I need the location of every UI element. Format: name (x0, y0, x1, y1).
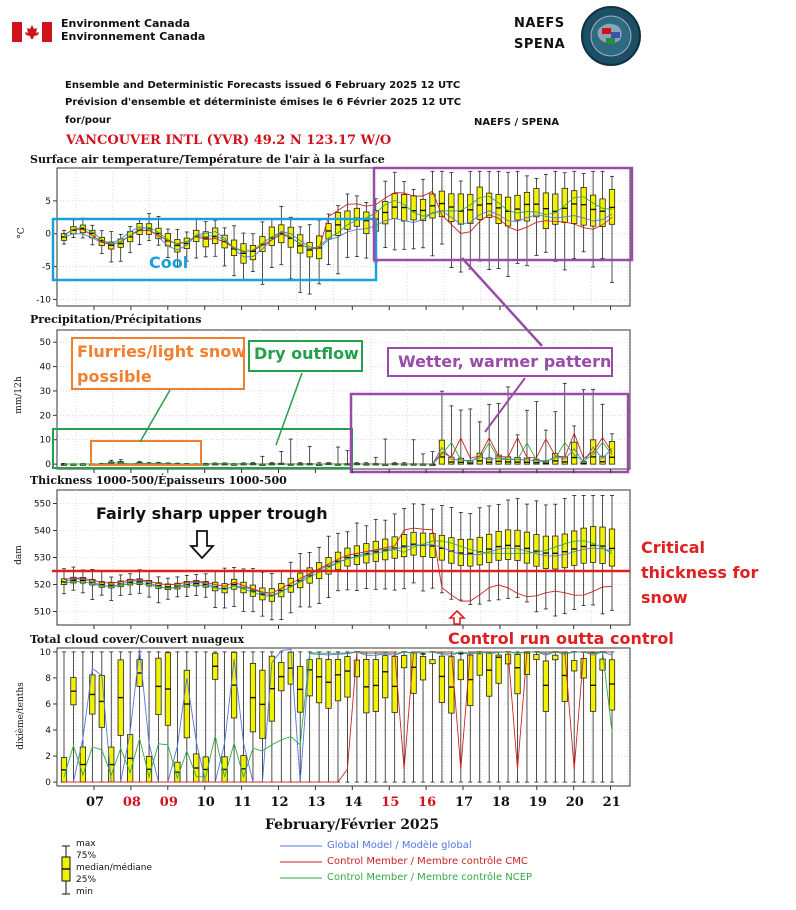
legend-75: 75% (76, 851, 97, 861)
boxplot-legend-icon (58, 842, 74, 898)
y-tick-label: 4 (45, 726, 51, 737)
box (458, 660, 463, 680)
box (543, 661, 548, 711)
box (515, 654, 520, 693)
box (326, 660, 331, 709)
box (553, 194, 558, 224)
anno-wetter: Wetter, warmer pattern (398, 352, 612, 371)
box (572, 660, 577, 670)
box (590, 195, 595, 226)
issued-line-en: Ensemble and Deterministic Forecasts issued 6 February 2025 12 UTC (65, 80, 461, 91)
box (383, 656, 388, 698)
precip-ylabel: mm/12h (14, 376, 24, 414)
thick-panel-title: Thickness 1000-500/Épaisseurs 1000-500 (30, 474, 287, 487)
box (449, 657, 454, 713)
x-tick-label: 14 (344, 795, 363, 810)
box (524, 458, 529, 464)
naefs-spena-label: NAEFS / SPENA (474, 117, 560, 128)
y-tick-label: 50 (39, 338, 51, 349)
box (468, 194, 473, 223)
box (543, 536, 548, 568)
x-tick-label: 09 (159, 795, 178, 810)
box (392, 656, 397, 712)
box (505, 530, 510, 560)
box (439, 656, 444, 702)
box (449, 457, 454, 464)
x-tick-label: 20 (565, 795, 584, 810)
legend-25: 25% (76, 875, 97, 885)
box (553, 536, 558, 569)
box (609, 660, 614, 710)
temp-ylabel: °C (17, 227, 27, 239)
issued-line-fr: Prévision d'ensemble et déterministe émises le 6 Février 2025 12 UTC (65, 97, 462, 108)
box (524, 532, 529, 563)
box (543, 193, 548, 229)
for-pour: for/pour (65, 115, 111, 126)
anno-cool: Cool (149, 253, 189, 272)
y-tick-label: 6 (45, 699, 51, 710)
station-title: VANCOUVER INTL (YVR) 49.2 N 123.17 W/O (66, 133, 392, 148)
legend-min: min (76, 887, 93, 897)
x-tick-label: 18 (491, 795, 510, 810)
legend-global: Global Model / Modèle global (327, 840, 472, 851)
box (411, 196, 416, 220)
box (496, 194, 501, 223)
box (572, 531, 577, 565)
anno-flurries-1: Flurries/light snow (77, 342, 247, 361)
y-tick-label: 40 (39, 362, 51, 373)
box (581, 187, 586, 225)
box (364, 212, 369, 234)
x-tick-label: 13 (307, 795, 326, 810)
box (581, 528, 586, 563)
series-legend-lines (280, 840, 326, 890)
y-tick-label: -10 (36, 295, 51, 306)
x-tick-label: 21 (602, 795, 621, 810)
box (335, 659, 340, 700)
temp-panel-title: Surface air temperature/Température de l'air à la surface (30, 153, 385, 166)
box (335, 212, 340, 235)
box (609, 529, 614, 566)
box (515, 457, 520, 464)
anno-dry: Dry outflow (254, 344, 359, 363)
y-tick-label: -5 (42, 262, 51, 273)
x-tick-label: 07 (86, 795, 105, 810)
panel-frame (57, 168, 630, 306)
org-fr: Environnement Canada (61, 30, 206, 43)
cloud-panel-title: Total cloud cover/Couvert nuageux (30, 633, 245, 646)
y-tick-label: 0 (45, 778, 51, 789)
y-tick-label: 10 (39, 435, 51, 446)
box (430, 660, 435, 664)
y-tick-label: 0 (45, 229, 51, 240)
precip-panel-title: Precipitation/Précipitations (30, 313, 202, 326)
legend-max: max (76, 839, 96, 849)
box (316, 659, 321, 703)
x-tick-label: 11 (233, 795, 252, 810)
anno-flurries-2: possible (77, 367, 152, 386)
box (250, 245, 255, 259)
anno-control: Control run outta control (448, 629, 674, 648)
anno-critical-2: thickness for (641, 563, 759, 582)
y-tick-label: 0 (45, 460, 51, 471)
box (600, 456, 605, 464)
box (562, 534, 567, 568)
box (534, 655, 539, 660)
x-tick-label: 10 (196, 795, 215, 810)
box (345, 657, 350, 698)
x-tick-label: 19 (528, 795, 547, 810)
box (477, 654, 482, 675)
x-tick-label: 15 (381, 795, 400, 810)
anno-critical-1: Critical (641, 538, 706, 557)
x-tick-label: 08 (122, 795, 141, 810)
legend-cmc: Control Member / Membre contrôle CMC (327, 856, 528, 867)
box (562, 457, 567, 464)
org-en: Environment Canada (61, 17, 190, 30)
spena-label: SPENA (514, 37, 566, 52)
y-tick-label: 8 (45, 673, 51, 684)
box (572, 191, 577, 224)
y-tick-label: 530 (33, 553, 51, 564)
box (420, 656, 425, 679)
x-tick-label: 12 (270, 795, 289, 810)
legend-ncep: Control Member / Membre contrôle NCEP (327, 872, 533, 883)
y-tick-label: 2 (45, 752, 51, 763)
box (600, 527, 605, 563)
box (486, 653, 491, 696)
box (496, 655, 501, 683)
box (401, 656, 406, 668)
y-tick-label: 10 (39, 647, 51, 658)
thick-ylabel: dam (14, 545, 24, 565)
anno-trough: Fairly sharp upper trough (96, 504, 328, 523)
box (600, 199, 605, 227)
y-tick-label: 520 (33, 580, 51, 591)
y-tick-label: 550 (33, 499, 51, 510)
box (515, 195, 520, 220)
y-tick-label: 540 (33, 526, 51, 537)
x-axis-title: February/Février 2025 (265, 817, 440, 833)
y-tick-label: 5 (45, 196, 51, 207)
cloud-ylabel: dixième/tenths (16, 682, 26, 750)
box (590, 653, 595, 712)
box (553, 655, 558, 660)
y-tick-label: 30 (39, 386, 51, 397)
x-tick-label: 16 (418, 795, 437, 810)
box (534, 535, 539, 567)
y-tick-label: 20 (39, 411, 51, 422)
y-tick-label: 510 (33, 607, 51, 618)
x-tick-label: 17 (455, 795, 474, 810)
legend-median: median/médiane (76, 863, 153, 873)
box (354, 208, 359, 226)
box (515, 530, 520, 560)
naefs-label: NAEFS (514, 16, 565, 31)
box (505, 457, 510, 464)
anno-critical-3: snow (641, 588, 688, 607)
box (392, 194, 397, 219)
